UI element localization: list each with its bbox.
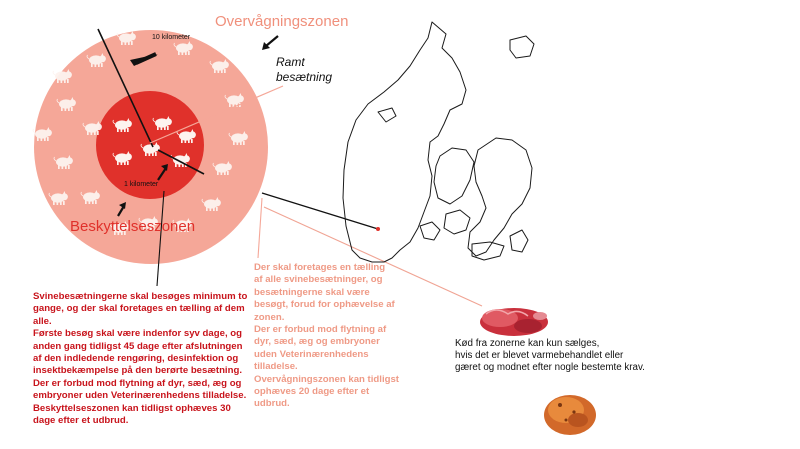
cooked-meat-image bbox=[544, 395, 596, 435]
text-line: uden Veterinærenhedens bbox=[254, 348, 369, 360]
text-line: dyr, sæd, æg og embryoner bbox=[254, 336, 380, 348]
text-line: Kød fra zonerne kan kun sælges, bbox=[455, 338, 600, 349]
text-line: dage efter et udbrud. bbox=[33, 415, 129, 427]
text-line: anden gang tidligst 45 dage efter afslutningen bbox=[33, 340, 243, 352]
text-line: embryoner uden Veterinærenhedens tilladelse. bbox=[33, 390, 247, 402]
text-line: besøgt, forud for ophævelse af bbox=[254, 299, 395, 311]
meat-sales-text bbox=[455, 338, 685, 375]
text-line: Svinebesætningerne skal besøges minimum to bbox=[33, 291, 248, 302]
protection-zone-label: Beskyttelseszonen bbox=[70, 218, 196, 235]
text-line: Overvågningszonen kan tidligst bbox=[254, 373, 399, 385]
text-line: alle. bbox=[33, 315, 52, 327]
text-line: insektbekæmpelse på den berørte besætning. bbox=[33, 365, 242, 377]
protection-zone-text bbox=[33, 291, 258, 427]
text-line: udbrud. bbox=[254, 398, 290, 410]
denmark-map bbox=[343, 22, 534, 262]
text-line: Der skal foretages en tælling bbox=[254, 262, 386, 273]
radius-10km-label: 10 kilometer bbox=[152, 34, 191, 41]
outbreak-location-dot bbox=[376, 227, 380, 231]
text-line: besætningerne skal være bbox=[254, 286, 370, 298]
text-line: zonen. bbox=[254, 311, 285, 323]
surveillance-zone-text bbox=[254, 262, 429, 411]
infected-herd-label bbox=[276, 55, 332, 85]
text-line: hvis det er blevet varmebehandlet eller bbox=[455, 350, 624, 362]
arrow-icon bbox=[262, 36, 278, 50]
radius-1km-label: 1 kilometer bbox=[124, 181, 159, 188]
infected-herd-label-line1: Ramt bbox=[276, 55, 305, 69]
surveillance-zone-label: Overvågningszonen bbox=[215, 13, 349, 30]
text-line: gange, og der skal foretages en tælling af dem bbox=[33, 303, 245, 315]
text-line: Første besøg skal være indenfor syv dage, og bbox=[33, 328, 242, 340]
infected-herd-label-line2: besætning bbox=[276, 70, 333, 84]
text-line: gæret og modnet efter nogle bestemte krav. bbox=[455, 362, 645, 374]
text-line: af den indledende rengøring, desinfektion og bbox=[33, 353, 239, 365]
text-line: af alle svinebesætninger, og bbox=[254, 274, 383, 286]
text-line: Der er forbud mod flytning af dyr, sæd, æg og bbox=[33, 377, 242, 389]
text-line: tilladelse. bbox=[254, 361, 298, 373]
surveillance-text-leader bbox=[258, 198, 262, 258]
map-location-leader bbox=[262, 193, 378, 229]
raw-meat-image bbox=[480, 308, 548, 336]
text-line: ophæves 20 dage efter et bbox=[254, 386, 370, 398]
text-line: Beskyttelseszonen kan tidligst ophæves 30 bbox=[33, 402, 231, 414]
text-line: Der er forbud mod flytning af bbox=[254, 324, 387, 336]
